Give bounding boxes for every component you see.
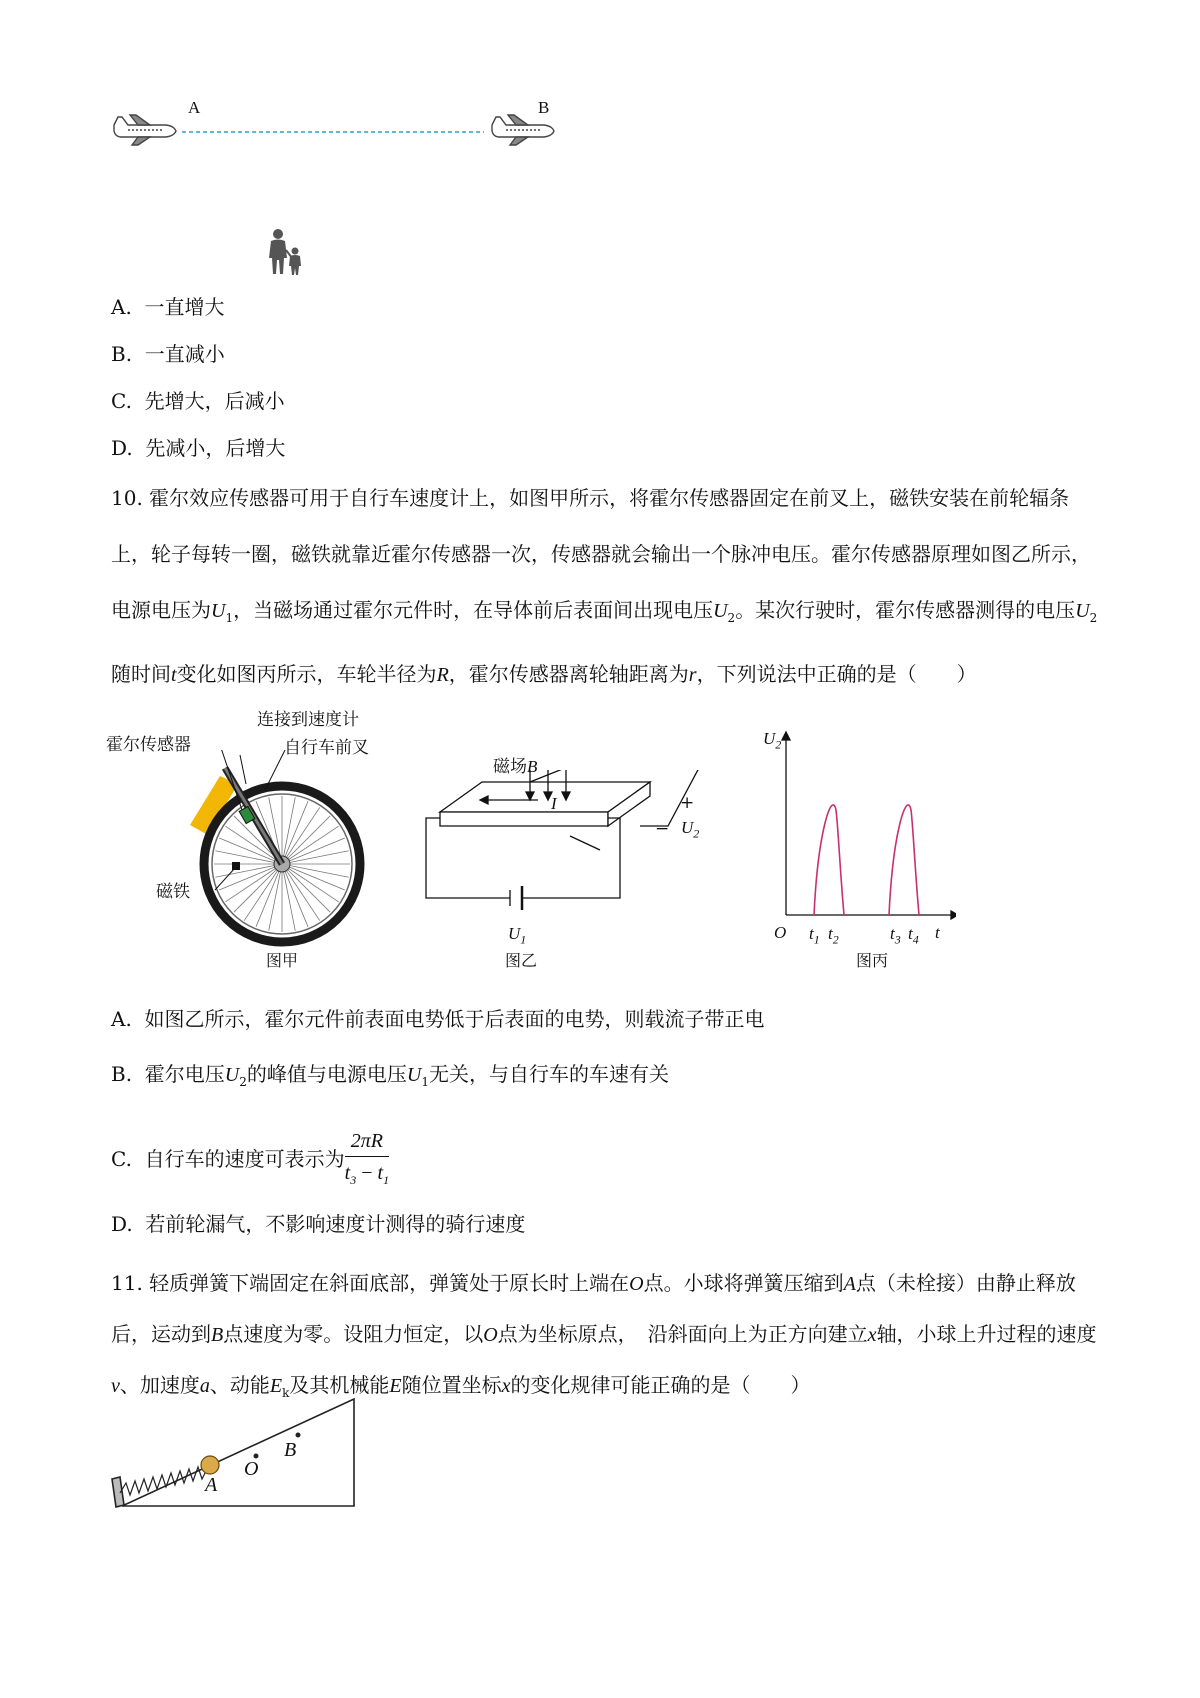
- stem-text: 轴，小球上升过程的速度: [876, 1322, 1097, 1346]
- q9-option-b: [111, 340, 225, 368]
- plane-b-label: B: [538, 98, 550, 117]
- stem-text: 轻质弹簧下端固定在斜面底部，弹簧处于原长时上端在: [149, 1271, 630, 1295]
- velocity-fraction: [345, 1128, 389, 1193]
- symbol-v: v: [111, 1375, 120, 1397]
- q10-option-d: [111, 1210, 525, 1238]
- pulse-1: [814, 805, 844, 915]
- symbol-u2: U: [1075, 600, 1090, 622]
- tick-symbol: t: [828, 924, 833, 943]
- q10-stem: [111, 470, 1101, 703]
- symbol-o: O: [629, 1273, 644, 1295]
- q9-option-c: [111, 387, 285, 415]
- symbol-a-acc: a: [199, 1375, 210, 1397]
- stem-text: 随时间: [111, 662, 171, 686]
- stem-text: ，霍尔传感器离轮轴距离为: [448, 662, 689, 686]
- field-symbol: B: [527, 757, 538, 776]
- option-text: 先减小，后增大: [145, 436, 286, 460]
- incline-label-o: O: [244, 1458, 259, 1480]
- symbol-sub: k: [282, 1386, 290, 1400]
- option-text: 无关，与自行车的车速有关: [428, 1062, 669, 1086]
- label-current: I: [551, 794, 557, 813]
- label-u2: [681, 818, 699, 843]
- q9-option-a: [111, 293, 225, 321]
- fraction-denominator: [345, 1157, 389, 1193]
- tick-sub: 2: [832, 932, 839, 947]
- question-number: 11.: [111, 1271, 143, 1295]
- symbol-sub: 2: [1089, 611, 1098, 625]
- option-letter: B.: [111, 342, 133, 366]
- den-term: t: [344, 1162, 351, 1184]
- symbol-t: t: [171, 664, 177, 686]
- option-text: 一直增大: [144, 295, 225, 319]
- symbol-a: A: [843, 1273, 856, 1295]
- ylabel-sub: 2: [775, 737, 782, 752]
- question-number: 10.: [111, 486, 143, 510]
- option-letter: D.: [111, 1212, 133, 1236]
- airplane-a-icon: [114, 115, 176, 145]
- stem-text: 随位置坐标: [401, 1373, 502, 1397]
- u2-symbol: U: [681, 818, 694, 837]
- u1-sub: 1: [520, 932, 527, 947]
- option-text: 先增大，后减小: [144, 389, 285, 413]
- symbol-u2: U: [224, 1064, 240, 1086]
- symbol-r-big: R: [436, 664, 449, 686]
- symbol-sub: 2: [727, 611, 736, 625]
- ylabel-symbol: U: [763, 729, 776, 748]
- caption-bing: 图丙: [856, 951, 889, 970]
- adult-child-icon: [266, 228, 306, 276]
- option-text: 自行车的速度可表示为: [144, 1147, 345, 1171]
- caption-jia: 图甲: [266, 951, 299, 970]
- stem-text: ，下列说法中正确的是（ ）: [696, 662, 977, 686]
- option-letter: D.: [111, 436, 133, 460]
- den-operator: −: [356, 1162, 378, 1184]
- label-magnetic-field: [493, 757, 537, 777]
- label-u1: [508, 924, 526, 949]
- hall-element-circuit: [420, 770, 710, 920]
- option-text: 的峰值与电源电压: [246, 1062, 407, 1086]
- label-plus: +: [680, 793, 695, 813]
- q11-stem: [111, 1258, 1101, 1418]
- q10-option-b: [111, 1060, 669, 1096]
- tick-symbol: t: [809, 924, 814, 943]
- incline-label-b: B: [284, 1439, 297, 1461]
- airplane-path-figure: [110, 105, 570, 155]
- graph-ylabel: [763, 729, 781, 754]
- symbol-o: O: [483, 1324, 498, 1346]
- stem-text: 点。小球将弹簧压缩到: [643, 1271, 844, 1295]
- stem-text: 及其机械能: [289, 1373, 390, 1397]
- airplane-b-icon: [492, 115, 554, 145]
- option-letter: A.: [111, 1007, 132, 1031]
- u2-time-graph: [776, 730, 956, 935]
- field-text: 磁场: [493, 757, 527, 777]
- den-term: t: [377, 1162, 384, 1184]
- stem-text: 的变化规律可能正确的是（ ）: [510, 1373, 811, 1397]
- option-text: 霍尔电压: [144, 1062, 225, 1086]
- label-minus: −: [655, 819, 670, 839]
- tick-sub: 4: [912, 932, 919, 947]
- stem-text: ，当磁场通过霍尔元件时，在导体前后表面间出现电压: [233, 598, 714, 622]
- label-connect-speedometer: 连接到速度计: [257, 710, 359, 730]
- option-text: 若前轮漏气，不影响速度计测得的骑行速度: [145, 1212, 526, 1236]
- tick-symbol: t: [908, 924, 913, 943]
- option-text: 一直减小: [144, 342, 225, 366]
- symbol-u1: U: [211, 600, 226, 622]
- symbol-sub: 1: [421, 1075, 429, 1089]
- tick-sub: 3: [894, 932, 901, 947]
- den-sub: 3: [350, 1173, 357, 1187]
- tick-t3: [890, 924, 901, 949]
- stem-text: 点为坐标原点， 沿斜面向上为正方向建立: [497, 1322, 868, 1346]
- symbol-u1: U: [406, 1064, 422, 1086]
- stem-text: 点速度为零。设阻力恒定，以: [223, 1322, 484, 1346]
- plane-a-label: A: [188, 98, 201, 117]
- stem-text: 、加速度: [119, 1373, 200, 1397]
- u1-symbol: U: [508, 924, 521, 943]
- option-text: 如图乙所示，霍尔元件前表面电势低于后表面的电势，则载流子带正电: [144, 1007, 765, 1031]
- tick-t4: [908, 924, 919, 949]
- graph-origin: O: [774, 923, 787, 942]
- symbol-x: x: [501, 1375, 511, 1397]
- stem-text: 、动能: [209, 1373, 270, 1397]
- symbol-u2: U: [713, 600, 728, 622]
- option-letter: A.: [111, 295, 132, 319]
- stem-text: 。某次行驶时，霍尔传感器测得的电压: [735, 598, 1076, 622]
- graph-xlabel: t: [935, 923, 940, 942]
- option-letter: B.: [111, 1062, 133, 1086]
- caption-yi: 图乙: [505, 951, 538, 970]
- symbol-sub: 2: [239, 1075, 247, 1089]
- option-letter: C.: [111, 389, 132, 413]
- symbol-sub: 1: [225, 611, 234, 625]
- fraction-numerator: 2πR: [345, 1128, 389, 1157]
- symbol-ek: E: [269, 1375, 283, 1397]
- point-b-dot: [296, 1433, 301, 1438]
- stem-text: 霍尔效应传感器可用于自行车速度计上，如图甲所示，将霍尔传感器固定在前叉上，磁铁安装在前轮辐条上，轮子每转一圈，磁铁就靠近霍尔传感器一次，传感器就会输出一个脉冲电压。霍尔传感器原理如图乙所示，电源电压为: [111, 486, 1091, 622]
- u2-sub: 2: [693, 826, 700, 841]
- stem-text: 点（未栓接）由静止释放后，运动到: [111, 1271, 1076, 1346]
- den-sub: 1: [383, 1173, 390, 1187]
- label-magnet: 磁铁: [156, 882, 190, 902]
- bicycle-wheel-diagram: [180, 750, 410, 960]
- q10-option-c: [111, 1124, 389, 1194]
- q10-option-a: [111, 1005, 765, 1033]
- option-letter: C.: [111, 1147, 132, 1171]
- symbol-x: x: [867, 1324, 877, 1346]
- label-hall-sensor: 霍尔传感器: [106, 735, 191, 755]
- incline-label-a: A: [205, 1474, 218, 1496]
- tick-t2: [828, 924, 839, 949]
- pulse-2: [889, 805, 919, 915]
- tick-symbol: t: [890, 924, 895, 943]
- q9-option-d: [111, 434, 285, 462]
- stem-text: 变化如图丙所示，车轮半径为: [176, 662, 437, 686]
- incline-spring-diagram: [108, 1395, 363, 1510]
- symbol-r-small: r: [688, 664, 697, 686]
- symbol-e: E: [389, 1375, 402, 1397]
- label-front-fork: 自行车前叉: [284, 738, 369, 758]
- symbol-b: B: [211, 1324, 224, 1346]
- ball: [201, 1456, 219, 1474]
- tick-sub: 1: [813, 932, 820, 947]
- tick-t1: [809, 924, 820, 949]
